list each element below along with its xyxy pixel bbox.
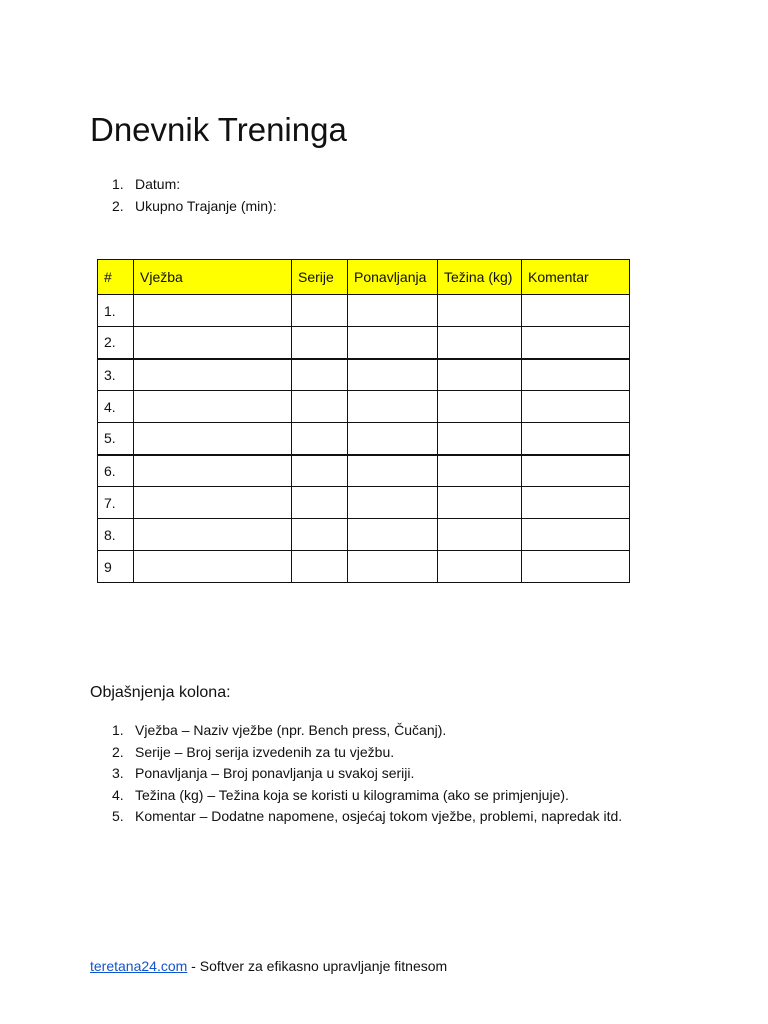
- footer-link[interactable]: teretana24.com: [90, 958, 188, 974]
- reps-cell[interactable]: [348, 455, 438, 487]
- table-body: [98, 295, 630, 583]
- row-number-cell: 9: [98, 551, 134, 583]
- footer: [90, 957, 447, 975]
- header-sets: Serije: [292, 260, 348, 295]
- explanations-heading: Objašnjenja kolona:: [90, 684, 231, 701]
- table-row: [98, 455, 630, 487]
- row-number-cell: 1.: [98, 295, 134, 327]
- comment-cell[interactable]: [522, 327, 630, 359]
- reps-cell[interactable]: [348, 391, 438, 423]
- header-weight: Težina (kg): [438, 260, 522, 295]
- reps-cell[interactable]: [348, 295, 438, 327]
- weight-cell[interactable]: [438, 455, 522, 487]
- exercise-cell[interactable]: [134, 487, 292, 519]
- list-number: 4.: [112, 786, 124, 803]
- table-row: [98, 359, 630, 391]
- exercise-cell[interactable]: [134, 359, 292, 391]
- weight-cell[interactable]: [438, 359, 522, 391]
- weight-cell[interactable]: [438, 487, 522, 519]
- list-number: 1.: [112, 722, 124, 738]
- reps-cell[interactable]: [348, 519, 438, 551]
- sets-cell[interactable]: [292, 519, 348, 551]
- list-number: 3.: [112, 765, 124, 781]
- comment-cell[interactable]: [522, 391, 630, 423]
- sets-cell[interactable]: [292, 487, 348, 519]
- explanation-item: [90, 742, 622, 764]
- header-number: #: [98, 260, 134, 295]
- comment-cell[interactable]: [522, 423, 630, 455]
- meta-field-label: Datum:: [135, 176, 181, 192]
- table-row: [98, 423, 630, 455]
- header-reps: Ponavljanja: [348, 260, 438, 295]
- comment-cell[interactable]: [522, 487, 630, 519]
- weight-cell[interactable]: [438, 391, 522, 423]
- row-number-cell: 4.: [98, 391, 134, 423]
- row-number-cell: 7.: [98, 487, 134, 519]
- weight-cell[interactable]: [438, 551, 522, 583]
- explanation-text: Komentar – Dodatne napomene, osjećaj tokom vježbe, problemi, napredak itd.: [135, 808, 623, 824]
- meta-field-duration[interactable]: [90, 196, 277, 218]
- exercise-cell[interactable]: [134, 551, 292, 583]
- sets-cell[interactable]: [292, 551, 348, 583]
- table-row: [98, 551, 630, 583]
- row-number-cell: 5.: [98, 423, 134, 455]
- weight-cell[interactable]: [438, 519, 522, 551]
- exercise-cell[interactable]: [134, 295, 292, 327]
- explanation-text: Vježba – Naziv vježbe (npr. Bench press, Čučanj).: [135, 722, 447, 738]
- table-row: [98, 391, 630, 423]
- explanation-item: [90, 806, 622, 828]
- explanation-text: Serije – Broj serija izvedenih za tu vježbu.: [135, 743, 395, 760]
- sets-cell[interactable]: [292, 295, 348, 327]
- sets-cell[interactable]: [292, 423, 348, 455]
- list-number: 2.: [112, 197, 124, 214]
- sets-cell[interactable]: [292, 455, 348, 487]
- row-number-cell: 6.: [98, 455, 134, 487]
- table-row: [98, 327, 630, 359]
- list-number: 5.: [112, 808, 124, 824]
- exercise-cell[interactable]: [134, 327, 292, 359]
- sets-cell[interactable]: [292, 359, 348, 391]
- page-title: Dnevnik Treninga: [90, 111, 347, 148]
- meta-field-label: Ukupno Trajanje (min):: [135, 197, 277, 214]
- comment-cell[interactable]: [522, 359, 630, 391]
- exercise-cell[interactable]: [134, 519, 292, 551]
- table-row: [98, 295, 630, 327]
- explanation-list: [90, 720, 622, 828]
- sets-cell[interactable]: [292, 391, 348, 423]
- comment-cell[interactable]: [522, 455, 630, 487]
- list-number: 1.: [112, 176, 124, 192]
- reps-cell[interactable]: [348, 327, 438, 359]
- explanation-item: [90, 785, 622, 807]
- explanation-item: [90, 720, 622, 742]
- workout-log-table: [97, 259, 630, 583]
- row-number-cell: 8.: [98, 519, 134, 551]
- explanation-text: Težina (kg) – Težina koja se koristi u kilogramima (ako se primjenjuje).: [135, 786, 569, 803]
- list-number: 2.: [112, 743, 124, 760]
- table-row: [98, 519, 630, 551]
- header-comment: Komentar: [522, 260, 630, 295]
- exercise-cell[interactable]: [134, 423, 292, 455]
- footer-tagline: - Softver za efikasno upravljanje fitnesom: [187, 958, 448, 974]
- sets-cell[interactable]: [292, 327, 348, 359]
- row-number-cell: 3.: [98, 359, 134, 391]
- meta-field-list: [90, 174, 277, 217]
- comment-cell[interactable]: [522, 295, 630, 327]
- comment-cell[interactable]: [522, 519, 630, 551]
- header-exercise: Vježba: [134, 260, 292, 295]
- exercise-cell[interactable]: [134, 391, 292, 423]
- reps-cell[interactable]: [348, 487, 438, 519]
- comment-cell[interactable]: [522, 551, 630, 583]
- exercise-cell[interactable]: [134, 455, 292, 487]
- row-number-cell: 2.: [98, 327, 134, 359]
- explanation-text: Ponavljanja – Broj ponavljanja u svakoj seriji.: [135, 765, 415, 781]
- weight-cell[interactable]: [438, 423, 522, 455]
- weight-cell[interactable]: [438, 295, 522, 327]
- meta-field-date[interactable]: [90, 174, 277, 196]
- reps-cell[interactable]: [348, 423, 438, 455]
- reps-cell[interactable]: [348, 359, 438, 391]
- table-header-row: [98, 260, 630, 295]
- reps-cell[interactable]: [348, 551, 438, 583]
- weight-cell[interactable]: [438, 327, 522, 359]
- explanation-item: [90, 763, 622, 785]
- table-row: [98, 487, 630, 519]
